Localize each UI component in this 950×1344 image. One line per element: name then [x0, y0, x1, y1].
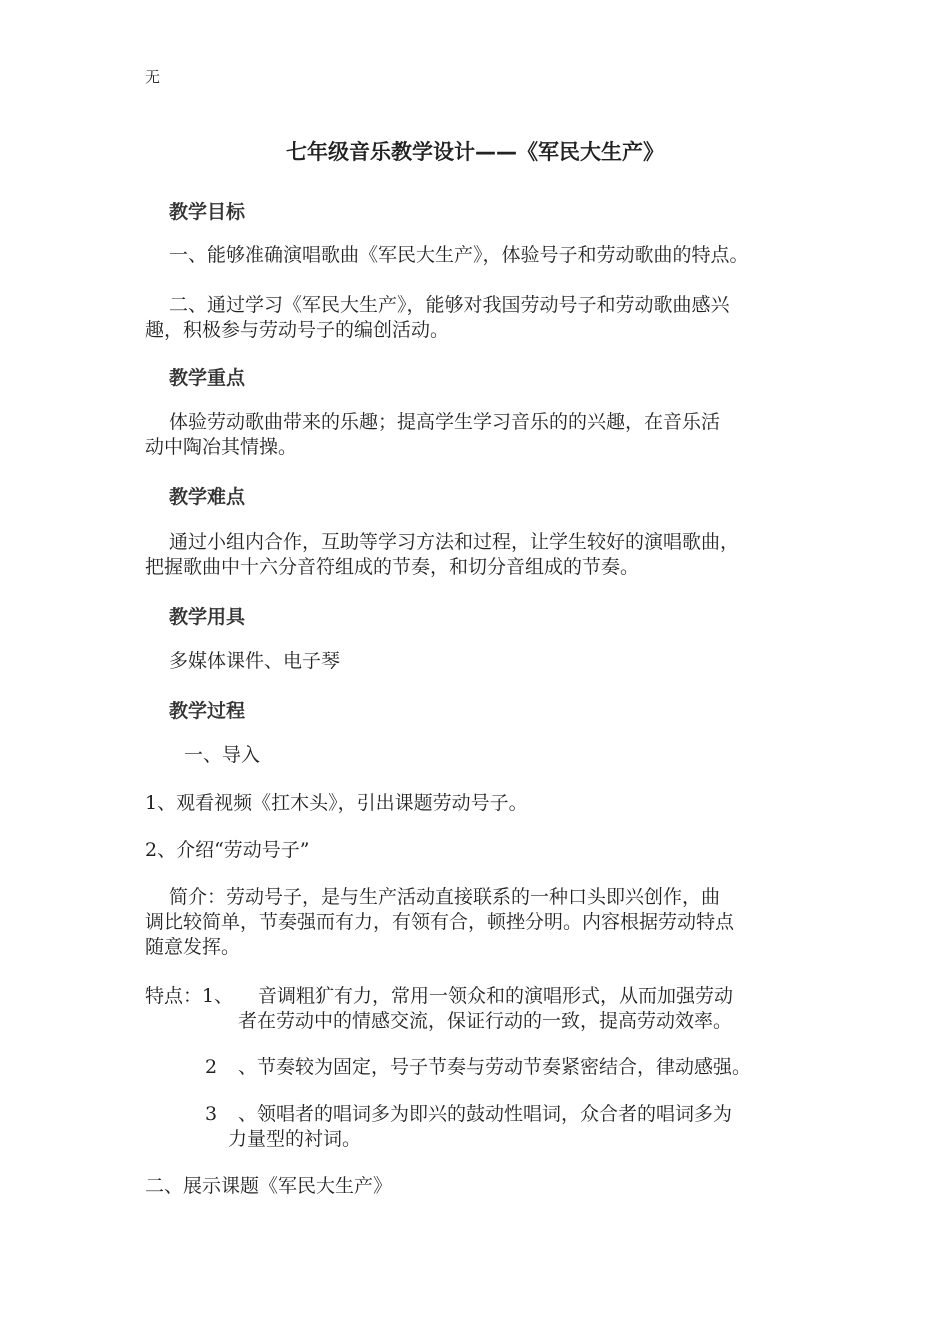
intro-line-3: 随意发挥。: [145, 936, 241, 958]
page-header: 无: [145, 68, 161, 86]
objective-item-2-line-1: 二、通过学习《军民大生产》，能够对我国劳动号子和劳动歌曲感兴: [169, 294, 730, 316]
difficulties-line-2: 把握歌曲中十六分音符组成的节奏，和切分音组成的节奏。: [145, 556, 640, 578]
process-item-1: 1、观看视频《扛木头》，引出课题劳动号子。: [145, 792, 528, 814]
difficulties-heading: 教学难点: [169, 486, 246, 508]
process-item-2: 2、介绍“劳动号子”: [145, 839, 310, 861]
objective-item-1: 一、能够准确演唱歌曲《军民大生产》，体验号子和劳动歌曲的特点。: [169, 244, 749, 266]
key-points-heading: 教学重点: [169, 367, 246, 389]
key-points-line-1: 体验劳动歌曲带来的乐趣；提高学生学习音乐的的兴趣，在音乐活: [169, 411, 721, 433]
feature-1-line-2: 者在劳动中的情感交流，保证行动的一致，提高劳动效率。: [238, 1010, 733, 1032]
process-step-1: 一、导入: [184, 744, 261, 766]
document-title: 七年级音乐教学设计——《军民大生产》: [286, 140, 664, 164]
feature-2-number: 2: [205, 1056, 218, 1078]
tools-text: 多媒体课件、电子琴: [169, 650, 341, 672]
key-points-line-2: 动中陶冶其情操。: [145, 436, 298, 458]
intro-line-2: 调比较简单，节奏强而有力，有领有合，顿挫分明。内容根据劳动特点: [145, 911, 735, 933]
features-label: 特点：1、: [145, 985, 234, 1007]
tools-heading: 教学用具: [169, 606, 246, 628]
objectives-heading: 教学目标: [169, 201, 246, 223]
difficulties-line-1: 通过小组内合作，互助等学习方法和过程，让学生较好的演唱歌曲，: [169, 531, 740, 553]
process-heading: 教学过程: [169, 700, 246, 722]
intro-line-1: 简介：劳动号子，是与生产活动直接联系的一种口头即兴创作，曲: [169, 886, 721, 908]
process-step-2: 二、展示课题《军民大生产》: [145, 1175, 393, 1197]
feature-3-number: 3: [205, 1103, 218, 1125]
feature-2-text: 、节奏较为固定，号子节奏与劳动节奏紧密结合，律动感强。: [238, 1056, 752, 1078]
feature-3-line-1: 、领唱者的唱词多为即兴的鼓动性唱词，众合者的唱词多为: [238, 1103, 733, 1125]
feature-1-line-1: 音调粗犷有力，常用一领众和的演唱形式，从而加强劳动: [258, 985, 734, 1007]
objective-item-2-line-2: 趣，积极参与劳动号子的编创活动。: [145, 319, 450, 341]
feature-3-line-2: 力量型的衬词。: [228, 1128, 362, 1150]
